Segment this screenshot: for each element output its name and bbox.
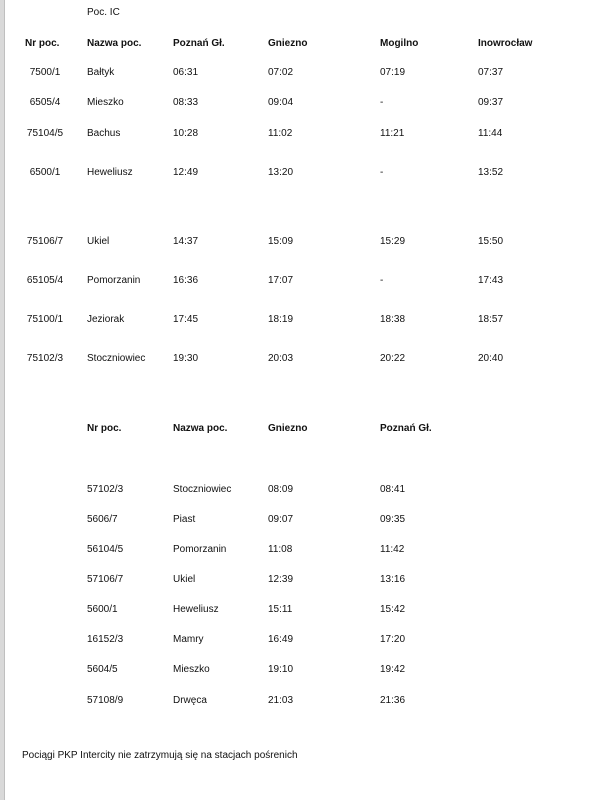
- column-header: Poznań Gł.: [173, 38, 225, 49]
- column-header: Inowrocław: [478, 38, 533, 49]
- train-number-cell: 75102/3: [26, 353, 64, 364]
- train-number-cell: 16152/3: [87, 634, 124, 645]
- time-cell: 11:44: [478, 128, 503, 139]
- train-name-cell: Stoczniowiec: [173, 484, 232, 495]
- time-cell: 17:07: [268, 275, 294, 286]
- train-number-cell: 7500/1: [29, 67, 61, 78]
- train-name-cell: Pomorzanin: [87, 275, 141, 286]
- train-name-cell: Heweliusz: [87, 167, 133, 178]
- column-header: Nazwa poc.: [87, 38, 142, 49]
- time-cell: 07:19: [380, 67, 406, 78]
- train-name-cell: Drwęca: [173, 695, 207, 706]
- time-cell: 09:04: [268, 97, 294, 108]
- time-cell: 16:49: [268, 634, 294, 645]
- train-number-cell: 75100/1: [26, 314, 64, 325]
- train-name-cell: Heweliusz: [173, 604, 219, 615]
- train-number-cell: 75104/5: [26, 128, 64, 139]
- time-cell: 17:45: [173, 314, 199, 325]
- time-cell: 14:37: [173, 236, 199, 247]
- train-name-cell: Piast: [173, 514, 196, 525]
- time-cell: 08:09: [268, 484, 294, 495]
- time-cell: 11:02: [268, 128, 293, 139]
- train-number-cell: 57102/3: [87, 484, 124, 495]
- time-cell: 17:43: [478, 275, 504, 286]
- train-number-cell: 65105/4: [26, 275, 64, 286]
- time-cell: 21:03: [268, 695, 294, 706]
- time-cell: 08:41: [380, 484, 406, 495]
- column-header: Mogilno: [380, 38, 419, 49]
- time-cell: 07:02: [268, 67, 294, 78]
- train-name-cell: Bachus: [87, 128, 121, 139]
- train-name-cell: Stoczniowiec: [87, 353, 146, 364]
- train-number-cell: 6500/1: [29, 167, 61, 178]
- column-header: Nr poc.: [87, 423, 122, 434]
- time-cell: 15:42: [380, 604, 406, 615]
- time-cell: 15:11: [268, 604, 293, 615]
- train-name-cell: Ukiel: [173, 574, 196, 585]
- time-cell: 19:42: [380, 664, 406, 675]
- time-cell: 09:37: [478, 97, 504, 108]
- time-cell: 13:20: [268, 167, 294, 178]
- time-cell: 15:29: [380, 236, 406, 247]
- time-cell: 12:39: [268, 574, 294, 585]
- train-name-cell: Mieszko: [87, 97, 124, 108]
- time-cell: 19:10: [268, 664, 294, 675]
- time-cell: 16:36: [173, 275, 199, 286]
- train-number-cell: 6505/4: [29, 97, 61, 108]
- train-number-cell: 5600/1: [87, 604, 118, 615]
- column-header: Poznań Gł.: [380, 423, 432, 434]
- train-number-cell: 57108/9: [87, 695, 124, 706]
- time-cell: 17:20: [380, 634, 406, 645]
- time-cell: 20:22: [380, 353, 406, 364]
- time-cell: 13:16: [380, 574, 406, 585]
- time-cell: 11:08: [268, 544, 293, 555]
- column-header: Nr poc.: [25, 38, 60, 49]
- train-name-cell: Pomorzanin: [173, 544, 227, 555]
- footer-note: Pociągi PKP Intercity nie zatrzymują się na stacjach pośrenich: [22, 750, 298, 761]
- train-name-cell: Mieszko: [173, 664, 210, 675]
- column-header: Gniezno: [268, 38, 308, 49]
- time-cell: 08:33: [173, 97, 199, 108]
- page-left-border: [0, 0, 5, 800]
- time-cell: -: [380, 97, 384, 108]
- train-number-cell: 56104/5: [87, 544, 124, 555]
- time-cell: 18:19: [268, 314, 294, 325]
- time-cell: 09:07: [268, 514, 294, 525]
- time-cell: -: [380, 275, 384, 286]
- time-cell: 10:28: [173, 128, 199, 139]
- time-cell: 19:30: [173, 353, 199, 364]
- time-cell: 12:49: [173, 167, 199, 178]
- time-cell: 20:03: [268, 353, 294, 364]
- train-name-cell: Ukiel: [87, 236, 110, 247]
- time-cell: 18:57: [478, 314, 504, 325]
- time-cell: 11:42: [380, 544, 405, 555]
- train-name-cell: Jeziorak: [87, 314, 125, 325]
- train-number-cell: 57106/7: [87, 574, 124, 585]
- time-cell: 13:52: [478, 167, 504, 178]
- time-cell: 07:37: [478, 67, 504, 78]
- time-cell: 11:21: [380, 128, 405, 139]
- time-cell: 20:40: [478, 353, 504, 364]
- train-name-cell: Mamry: [173, 634, 204, 645]
- time-cell: 15:09: [268, 236, 294, 247]
- train-name-cell: Bałtyk: [87, 67, 115, 78]
- time-cell: 09:35: [380, 514, 406, 525]
- column-header: Nazwa poc.: [173, 423, 228, 434]
- time-cell: 15:50: [478, 236, 504, 247]
- time-cell: -: [380, 167, 384, 178]
- train-number-cell: 5604/5: [87, 664, 118, 675]
- train-number-cell: 75106/7: [26, 236, 64, 247]
- table-caption: Poc. IC: [87, 7, 120, 18]
- time-cell: 18:38: [380, 314, 406, 325]
- column-header: Gniezno: [268, 423, 308, 434]
- time-cell: 06:31: [173, 67, 199, 78]
- time-cell: 21:36: [380, 695, 406, 706]
- train-number-cell: 5606/7: [87, 514, 118, 525]
